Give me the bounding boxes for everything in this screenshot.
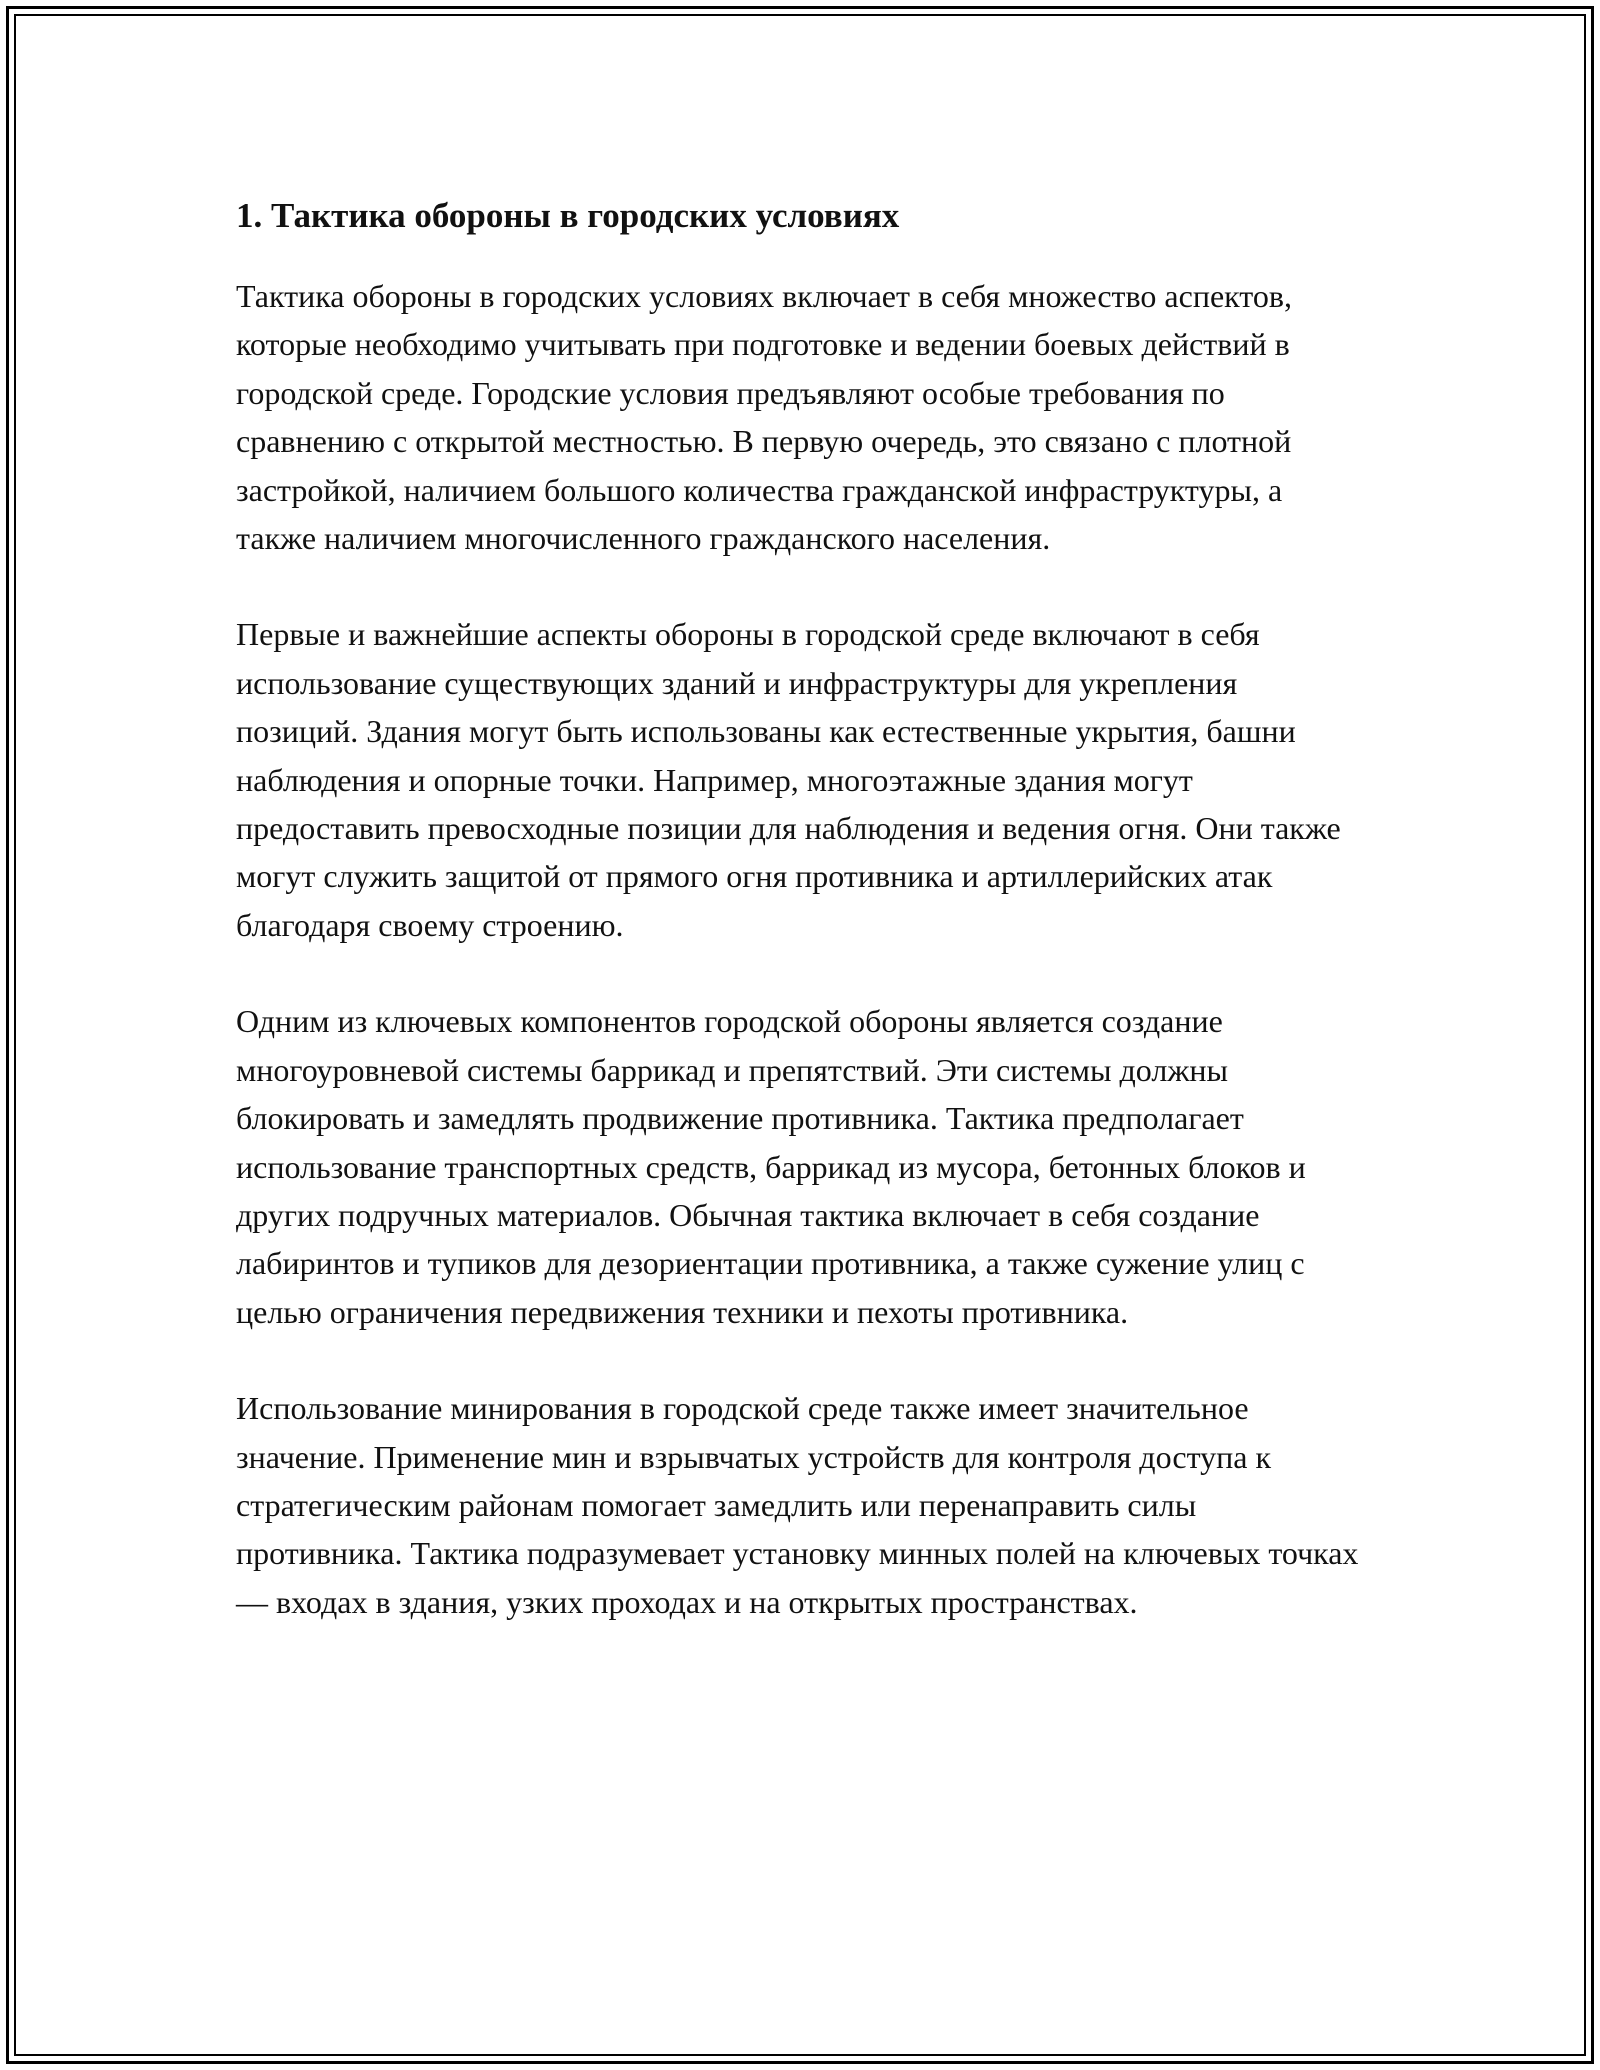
section-title: 1. Тактика обороны в городских условиях [236,196,900,235]
paragraph-2: Первые и важнейшие аспекты обороны в городской среде включают в себя использование существующих зданий и инфраструктуры для укрепления позиций. Здания могут быть использованы как естественные укрытия, башни наблюдения и опорные точки. Например, многоэтажные здания могут предоставить превосходные позиции для наблюдения и ведения огня. Они также могут служить защитой от прямого огня противника и артиллерийских атак благодаря своему строению. [236,616,1341,943]
paragraph-3: Одним из ключевых компонентов городской обороны является создание многоуровневой системы баррикад и препятствий. Эти системы должны блокировать и замедлять продвижение противника. Тактика предполагает использование транспортных средств, баррикад из мусора, бетонных блоков и других подручных материалов. Обычная тактика включает в себя создание лабиринтов и тупиков для дезориентации противника, а также сужение улиц с целью ограничения передвижения техники и пехоты противника. [236,1003,1306,1330]
paragraph-4: Использование минирования в городской среде также имеет значительное значение. Применение мин и взрывчатых устройств для контроля доступа к стратегическим районам помогает замедлить или перенаправить силы противника. Тактика подразумевает установку минных полей на ключевых точках — входах в здания, узких проходах и на открытых пространствах. [236,1390,1359,1620]
document-body [236,186,1366,1674]
paragraph-1: Тактика обороны в городских условиях включает в себя множество аспектов, которые необходимо учитывать при подготовке и ведении боевых действий в городской среде. Городские условия предъявляют особые требования по сравнению с открытой местностью. В первую очередь, это связано с плотной застройкой, наличием большого количества гражданской инфраструктуры, а также наличием многочисленного гражданского населения. [236,278,1292,557]
